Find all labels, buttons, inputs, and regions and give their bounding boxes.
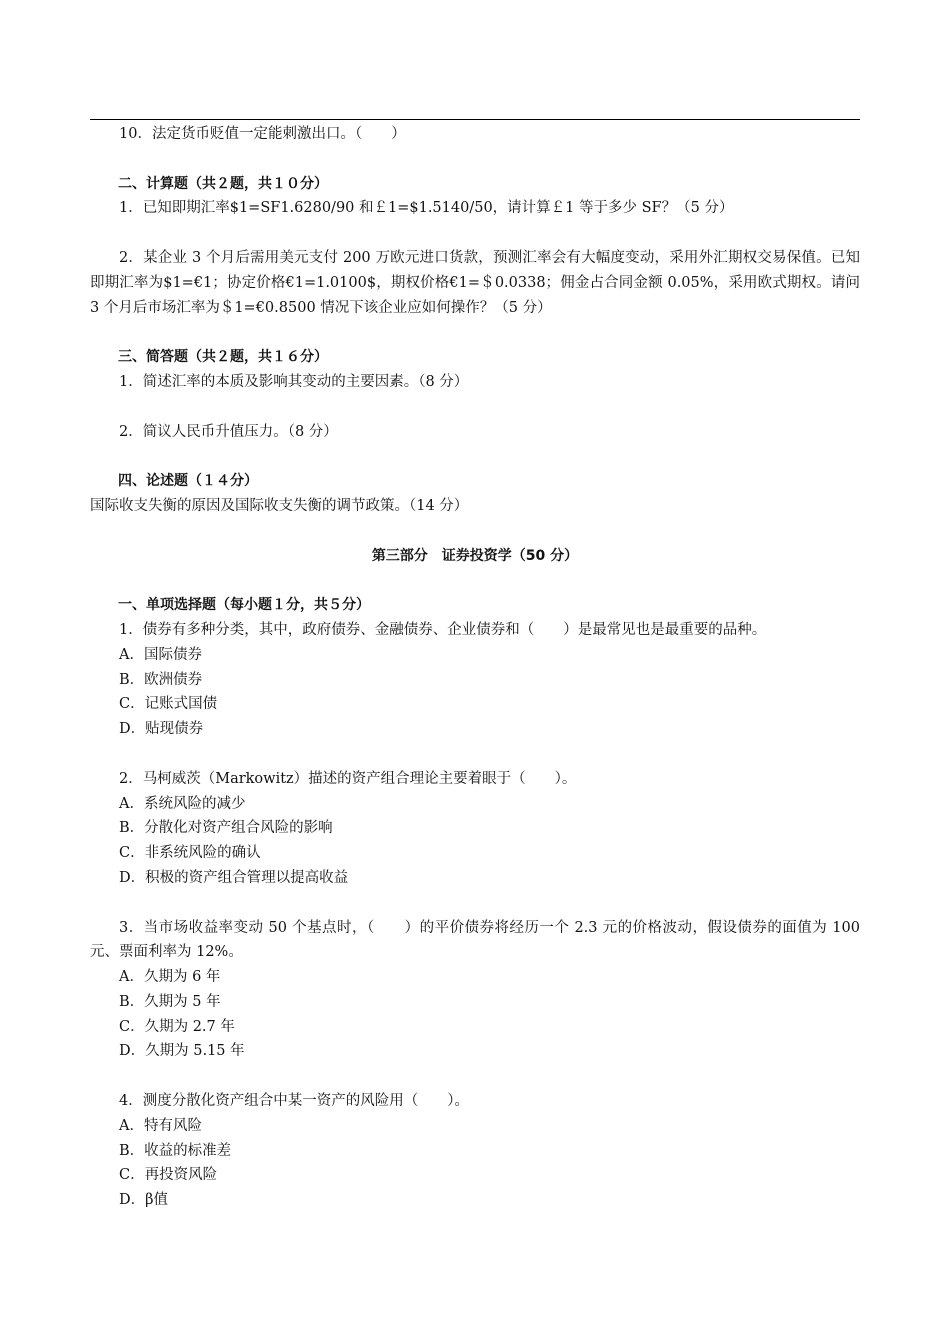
mc-question-2-option-c: C．非系统风险的确认 [119, 845, 261, 862]
mc-question-3-option-a: A．久期为 6 年 [119, 969, 221, 986]
mc-question-3-option-d: D．久期为 5.15 年 [119, 1043, 245, 1060]
mc-question-1-stem: 1．债券有多种分类，其中，政府债券、金融债券、企业债券和（ ）是最常见也是最重要的品种。 [119, 621, 767, 638]
section-heading-essay: 四、论述题（１４分） [118, 473, 258, 490]
question-10: 10．法定货币贬值一定能刺激出口。（ ） [119, 126, 406, 142]
mc-question-4-option-a: A．特有风险 [119, 1117, 202, 1134]
part-title: 第三部分 证券投资学（50 分） [371, 547, 579, 564]
mc-question-1-option-d: D．贴现债券 [119, 721, 204, 738]
calc-question-1: 1．已知即期汇率$1=SF1.6280/90 和￡1=$1.5140/50，请计算￡1 等于多少 SF？（5 分） [119, 200, 734, 217]
document-page [90, 122, 860, 1213]
calc-question-2: 2．某企业 3 个月后需用美元支付 200 万欧元进口货款，预测汇率会有大幅度变动，采用外汇期权交易保值。已知即期汇率为$1=€1；协定价格€1=1.0100$，期权价格€1=＄0.0338；佣金占合同金额 0.05%，采用欧式期权。请问 3 个月后市场汇率为＄1=€0.8500 情况下该企业应如何操作？（5 分） [90, 249, 860, 316]
mc-question-2-stem: 2．马柯威茨（Markowitz）描述的资产组合理论主要着眼于（ ）。 [119, 770, 577, 787]
mc-question-4-option-d: D．β值 [119, 1192, 169, 1209]
essay-question: 国际收支失衡的原因及国际收支失衡的调节政策。（14 分） [90, 497, 469, 514]
mc-question-1-option-c: C．记账式国债 [119, 696, 218, 713]
mc-question-1-option-b: B．欧洲债券 [119, 671, 203, 688]
mc-question-4-stem: 4．测度分散化资产组合中某一资产的风险用（ ）。 [119, 1093, 469, 1110]
mc-question-4-option-c: C．再投资风险 [119, 1167, 218, 1184]
header-rule [90, 119, 860, 120]
mc-question-3-option-c: C．久期为 2.7 年 [119, 1018, 235, 1035]
section-heading-multiple-choice: 一、单项选择题（每小题１分，共５分） [118, 597, 370, 614]
mc-question-1-option-a: A．国际债券 [119, 646, 202, 663]
mc-question-3-option-b: B．久期为 5 年 [119, 993, 221, 1010]
short-answer-question-2: 2．简议人民币升值压力。（8 分） [119, 423, 338, 440]
section-heading-calculation: 二、计算题（共２题，共１０分） [118, 175, 328, 192]
mc-question-2-option-d: D．积极的资产组合管理以提高收益 [119, 869, 349, 886]
mc-question-2-option-b: B．分散化对资产组合风险的影响 [119, 820, 333, 837]
mc-question-3-stem: 3．当市场收益率变动 50 个基点时，（ ）的平价债券将经历一个 2.3 元的价格波动，假设债券的面值为 100 元、票面利率为 12%。 [90, 919, 860, 961]
short-answer-question-1: 1．简述汇率的本质及影响其变动的主要因素。（8 分） [119, 373, 469, 390]
section-heading-short-answer: 三、简答题（共２题，共１６分） [118, 349, 328, 366]
mc-question-2-option-a: A．系统风险的减少 [119, 795, 246, 812]
mc-question-4-option-b: B．收益的标准差 [119, 1142, 232, 1159]
